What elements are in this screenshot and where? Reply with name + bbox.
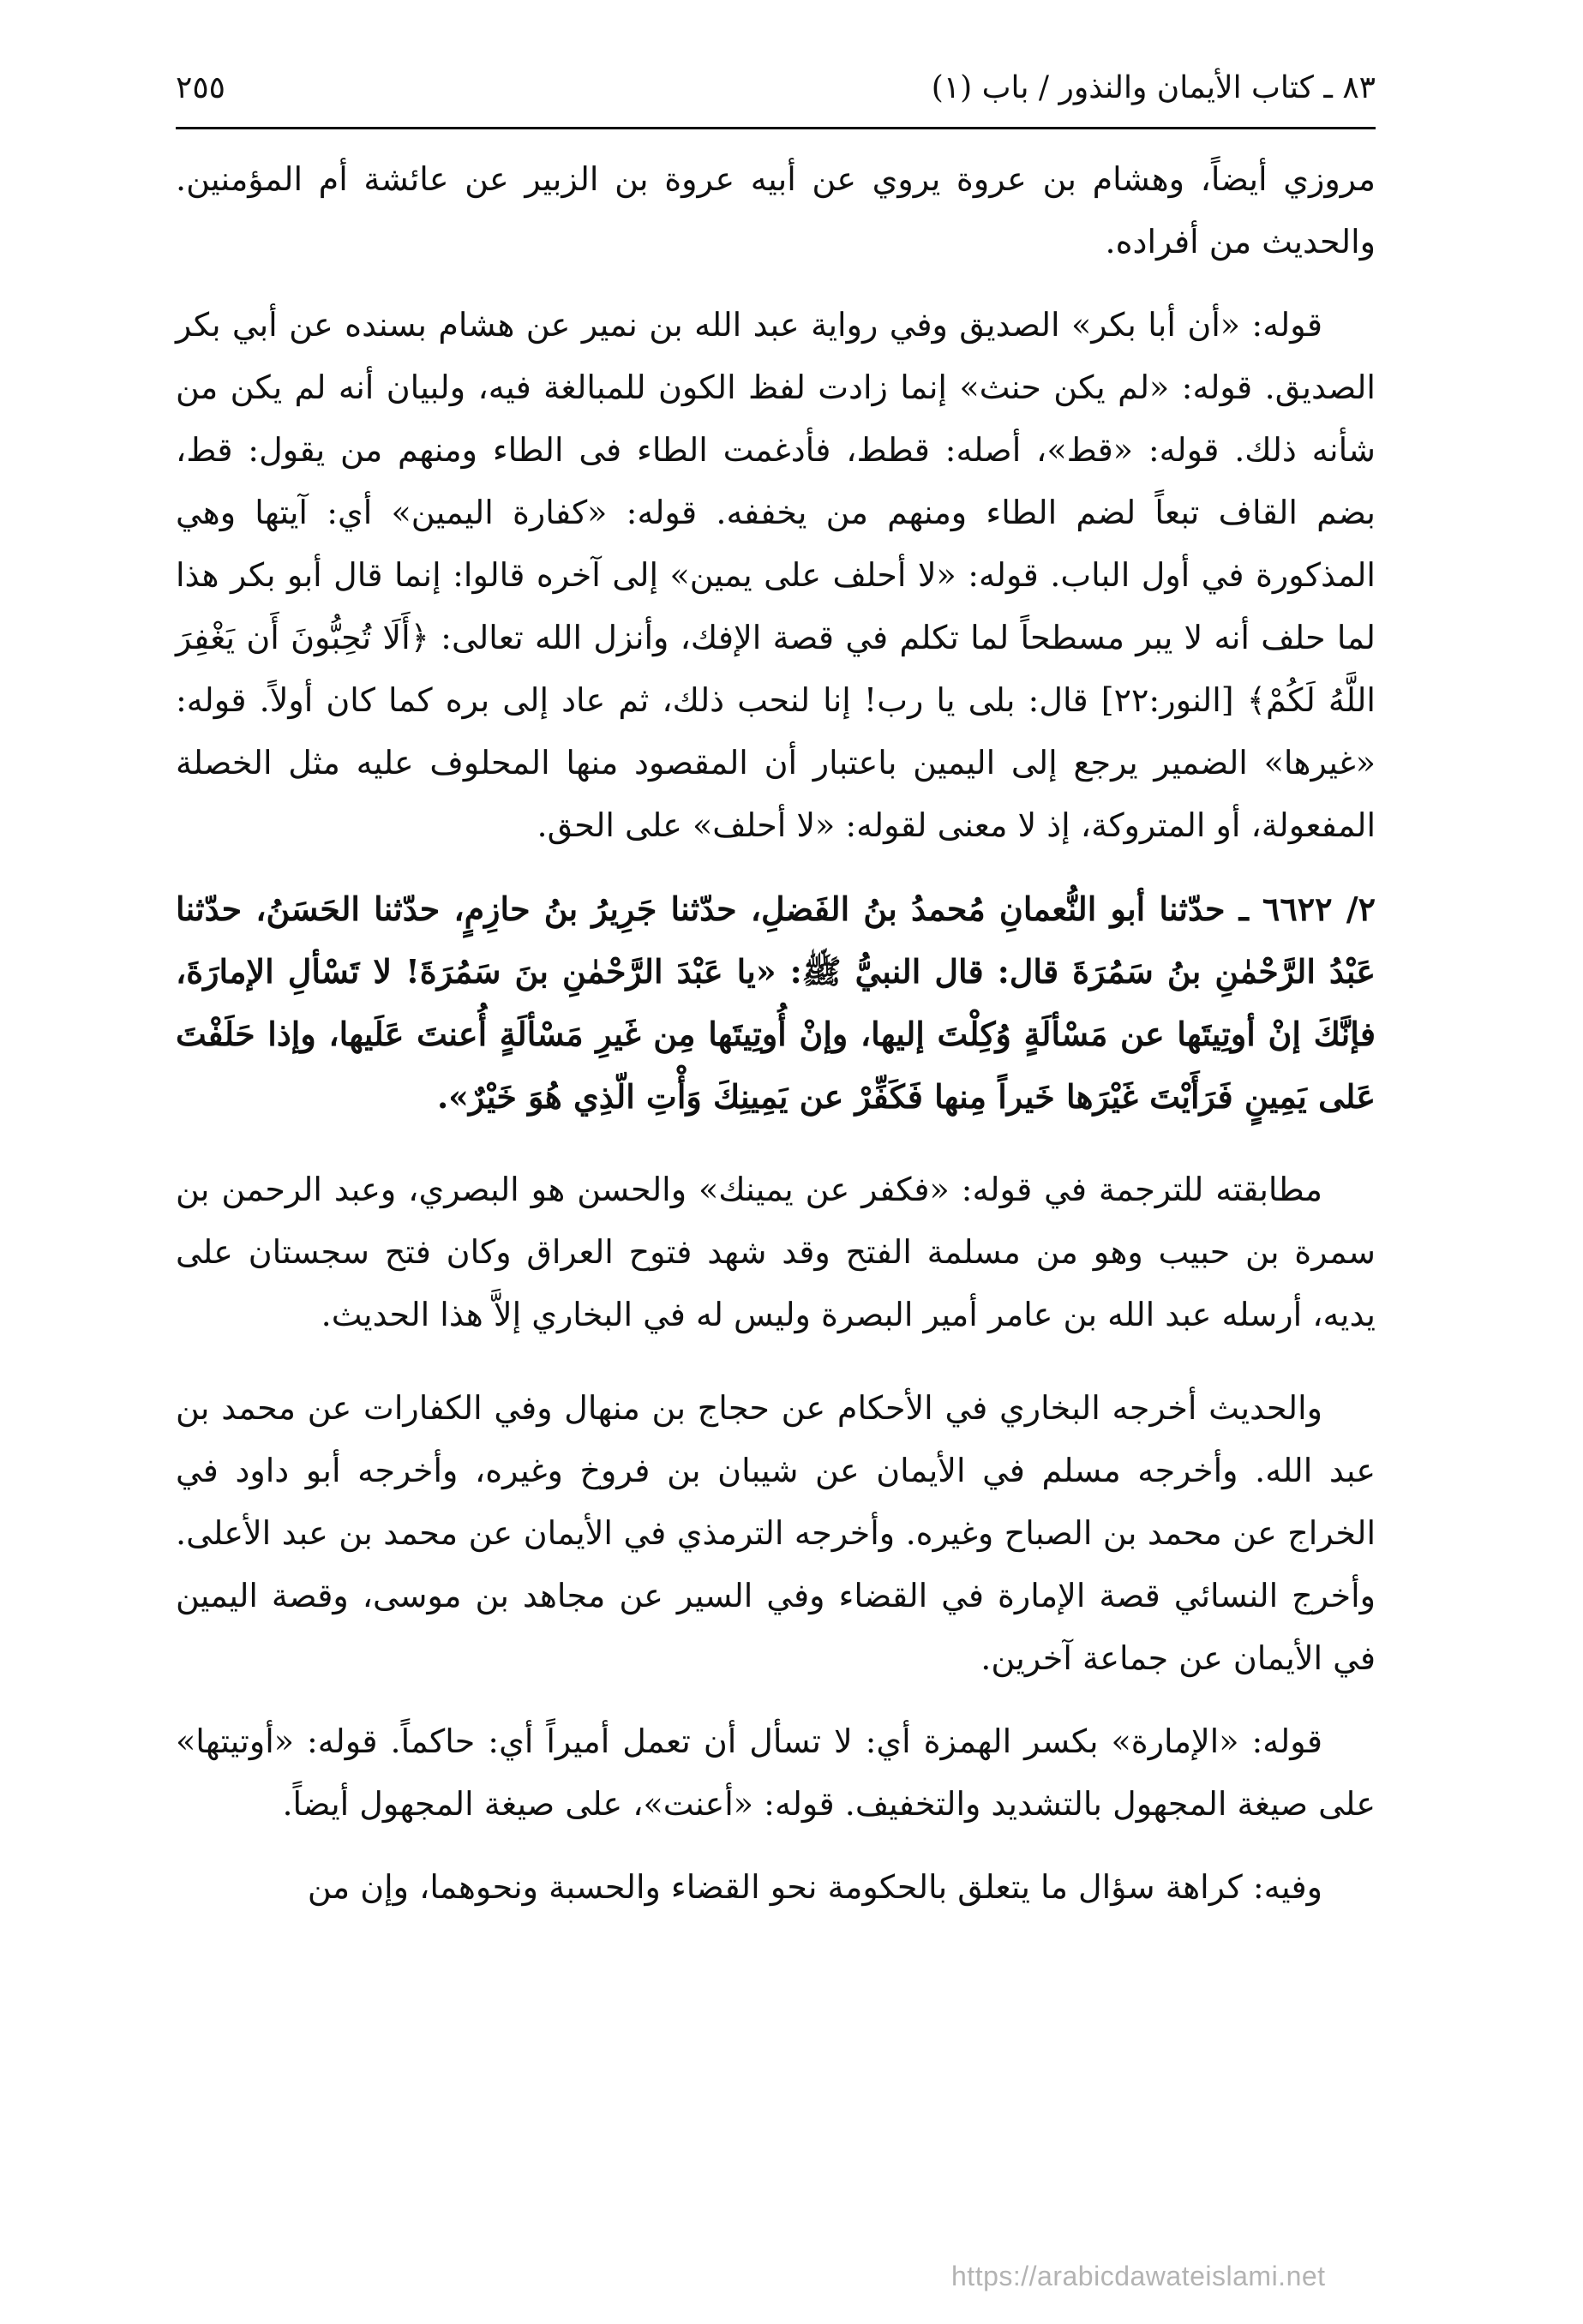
paragraph-correspondence: مطابقته للترجمة في قوله: «فكفر عن يمينك» والحسن هو البصري، وعبد الرحمن بن سمرة بن حبيب وهو من مسلمة الفتح وقد شهد فتوح العراق وكان فتح سجستان على يديه، أرسله عبد الله بن عامر أمير البصرة وليس له في البخاري إلاَّ هذا الحديث. xyxy=(176,1171,1376,1333)
page-number: ٢٥٥ xyxy=(176,70,226,105)
chapter-title: ٨٣ ـ كتاب الأيمان والنذور / باب (١) xyxy=(931,70,1376,105)
book-page xyxy=(176,60,1376,1919)
watermark-url: https://arabicdawateislami.net xyxy=(951,2261,1326,2291)
paragraph-takhrij: والحديث أخرجه البخاري في الأحكام عن حجاج بن منهال وفي الكفارات عن محمد بن عبد الله. وأخرجه مسلم في الأيمان عن شيبان بن فروخ وغيره، وأخرجه أبو داود في الخراج عن محمد بن الصباح وغيره. وأخرجه الترمذي في الأيمان عن محمد بن عبد الأعلى. وأخرج النسائي قصة الإمارة في القضاء وفي السير عن مجاهد بن موسى، وقصة اليمين في الأيمان عن جماعة آخرين. xyxy=(176,1389,1376,1677)
paragraph-benefits: وفيه: كراهة سؤال ما يتعلق بالحكومة نحو القضاء والحسبة ونحوهما، وإن من xyxy=(307,1868,1322,1906)
body-text xyxy=(176,148,1376,1919)
paragraph-commentary-2: قوله: «الإمارة» بكسر الهمزة أي: لا تسأل أن تعمل أميراً أي: حاكماً. قوله: «أوتيتها» على صيغة المجهول بالتشديد والتخفيف. قوله: «أعنت»، على صيغة المجهول أيضاً. xyxy=(176,1722,1376,1823)
running-header xyxy=(176,60,1376,129)
paragraph-continuation: مروزي أيضاً، وهشام بن عروة يروي عن أبيه عروة بن الزبير عن عائشة أم المؤمنين. والحديث من أفراده. xyxy=(176,160,1376,261)
paragraph-commentary-1: قوله: «أن أبا بكر» الصديق وفي رواية عبد الله بن نمير عن هشام بسنده عن أبي بكر الصديق. قوله: «لم يكن حنث» إنما زادت لفظ الكون للمبالغة فيه، ولبيان أنه لم يكن من شأنه ذلك. قوله: «قط»، أصله: قطط، فأدغمت الطاء فى الطاء ومنهم من يقول: قط، بضم القاف تبعاً لضم الطاء ومنهم من يخففه. قوله: «كفارة اليمين» أي: آيتها وهي المذكورة في أول الباب. قوله: «لا أحلف على يمين» إلى آخره قالوا: إنما قال أبو بكر هذا لما حلف أنه لا يبر مسطحاً لما تكلم في قصة الإفك، وأنزل الله تعالى: ﴿أَلَا تُحِبُّونَ أَن يَغْفِرَ اللَّهُ لَكُمْ﴾ [النور:٢٢] قال: بلى يا رب! إنا لنحب ذلك، ثم عاد إلى بره كما كان أولاً. قوله: «غيرها» الضمير يرجع إلى اليمين باعتبار أن المقصود منها المحلوف عليه مثل الخصلة المفعولة، أو المتروكة، إذ لا معنى لقوله: «لا أحلف» على الحق. xyxy=(176,306,1376,844)
hadith-text: ٢/ ٦٦٢٢ ـ حدّثنا أبو النُّعمانِ مُحمدُ بنُ الفَضلِ، حدّثنا جَرِيرُ بنُ حازِمٍ، حدّثنا الحَسَنُ، حدّثنا عَبْدُ الرَّحْمٰنِ بنُ سَمُرَةَ قال: قال النبيُّ ﷺ: «يا عَبْدَ الرَّحْمٰنِ بنَ سَمُرَةَ! لا تَسْألِ الإمارَةَ، فإنَّكَ إنْ أوتِيتَها عن مَسْألَةٍ وُكِلْتَ إليها، وإنْ أُوتِيتَها مِن غَيرِ مَسْألَةٍ أُعنتَ عَلَيها، وإذا حَلَفْتَ عَلى يَمِينٍ فَرَأَيْتَ غَيْرَها خَيراً مِنها فَكَفِّرْ عن يَمِينِكَ وَأْتِ الّذِي هُوَ خَيْرٌ». xyxy=(176,889,1376,1116)
